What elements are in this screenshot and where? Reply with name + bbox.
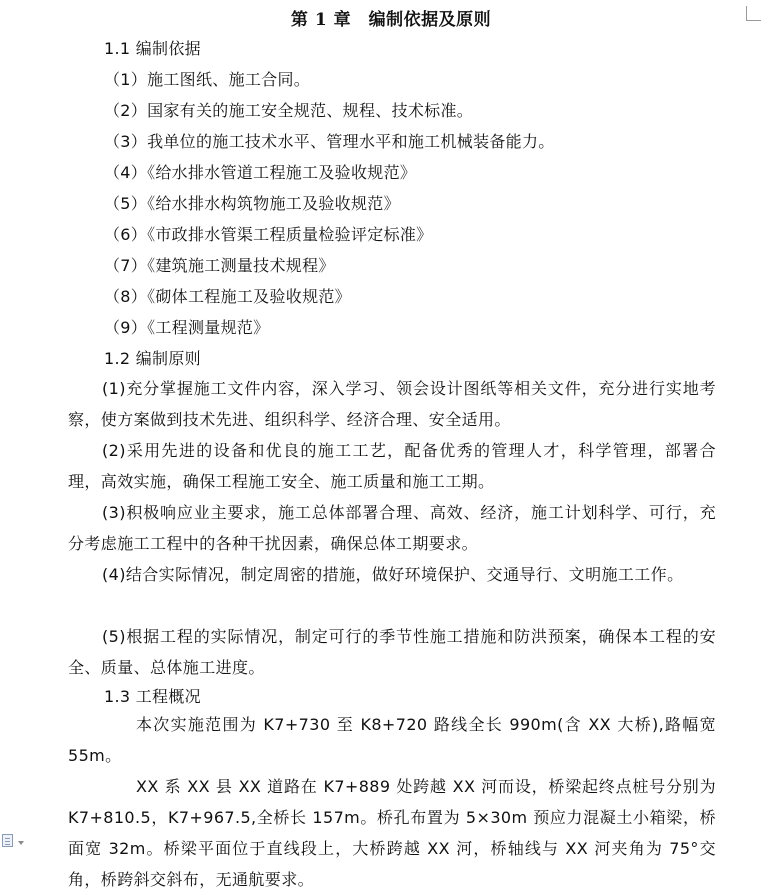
- dropdown-caret-icon[interactable]: [18, 841, 24, 845]
- list-item: （9）《工程测量规范》: [104, 318, 270, 337]
- principle-paragraph: (2)采用先进的设备和优良的施工工艺，配备优秀的管理人才，科学管理，部署合理，高效实施，确保工程施工安全、施工质量和施工工期。: [68, 441, 716, 491]
- list-item: （6）《市政排水管渠工程质量检验评定标准》: [104, 225, 433, 244]
- principle-paragraph: (5)根据工程的实际情况，制定可行的季节性施工措施和防洪预案，确保本工程的安全、质量、总体施工进度。: [68, 627, 716, 677]
- list-item: （3）我单位的施工技术水平、管理水平和施工机械装备能力。: [104, 132, 555, 151]
- list-item: （8）《砌体工程施工及验收规范》: [104, 287, 351, 306]
- overview-paragraph: XX 系 XX 县 XX 道路在 K7+889 处跨越 XX 河而设，桥梁起终点桩号分别为 K7+810.5，K7+967.5,全桥长 157m。桥孔布置为 5×30m 预应力混凝土小箱梁，桥面宽 32m。桥梁平面位于直线段上，大桥跨越 XX 河，桥轴线与 XX 河夹角为 75°交角，桥跨斜交斜布，无通航要求。: [68, 777, 716, 889]
- overview-paragraph: 本次实施范围为 K7+730 至 K8+720 路线全长 990m(含 XX 大桥),路幅宽 55m。: [68, 715, 716, 765]
- list-item: （1）施工图纸、施工合同。: [104, 70, 311, 89]
- chapter-title: 第 1 章 编制依据及原则: [290, 10, 492, 30]
- list-item: （5）《给水排水构筑物施工及验收规范》: [104, 194, 400, 213]
- principle-paragraph: (3)积极响应业主要求，施工总体部署合理、高效、经济，施工计划科学、可行，充分考虑施工工程中的各种干扰因素，确保总体工期要求。: [68, 503, 716, 553]
- section-heading-1-3: 1.3 工程概况: [104, 687, 201, 706]
- principle-paragraph: (1)充分掌握施工文件内容，深入学习、领会设计图纸等相关文件，充分进行实地考察，使方案做到技术先进、组织科学、经济合理、安全适用。: [68, 379, 716, 429]
- document-icon[interactable]: [2, 834, 13, 847]
- list-item: （7）《建筑施工测量技术规程》: [104, 256, 335, 275]
- section-heading-1-2: 1.2 编制原则: [104, 349, 201, 368]
- section-heading-1-1: 1.1 编制依据: [104, 39, 201, 58]
- principle-paragraph: (4)结合实际情况，制定周密的措施，做好环境保护、交通导行、文明施工工作。: [102, 565, 684, 584]
- list-item: （2）国家有关的施工安全规范、规程、技术标准。: [104, 101, 474, 120]
- list-item: （4）《给水排水管道工程施工及验收规范》: [104, 163, 417, 182]
